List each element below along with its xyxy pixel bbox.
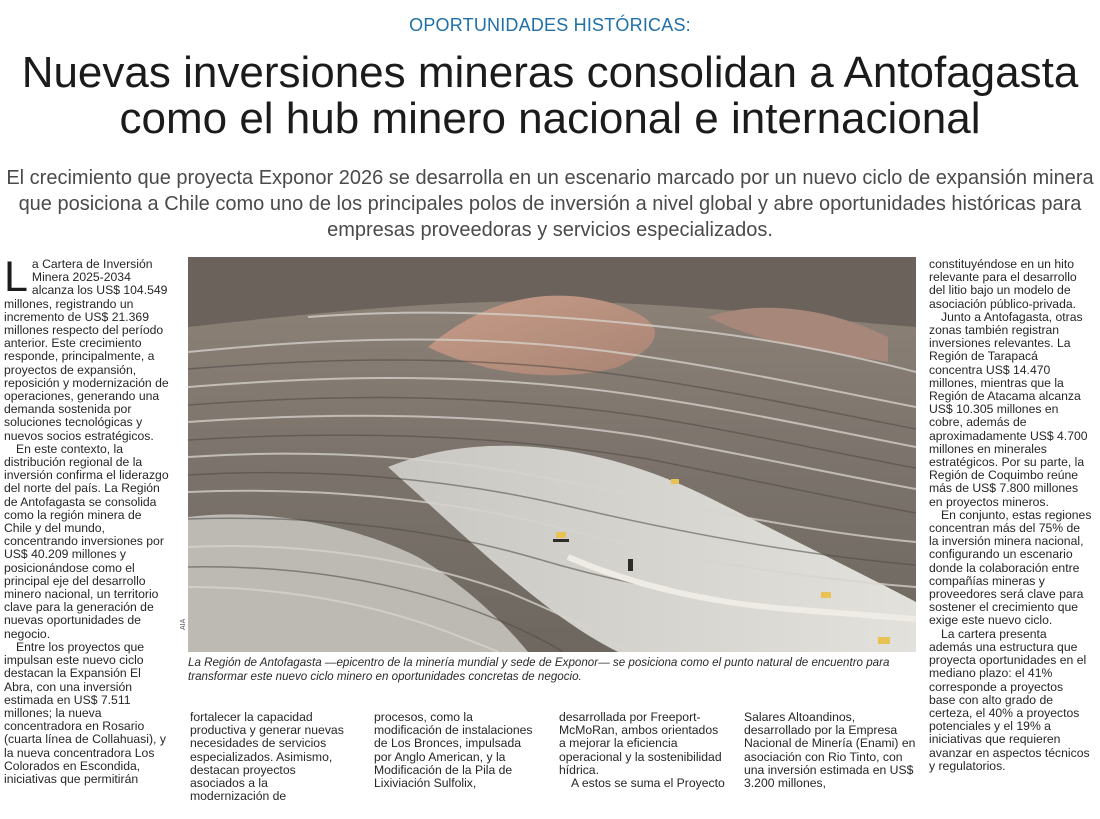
paragraph: desarrollada por Freeport-McMoRan, ambos orientados a mejorar la eficiencia operacional y la sostenibilidad hídrica. — [559, 710, 722, 777]
drop-cap: L — [4, 253, 28, 301]
article-deck — [0, 165, 1100, 243]
headline-line-2: como el hub minero nacional e internacional — [119, 94, 981, 143]
paragraph: constituyéndose en un hito relevante para el desarrollo del litio bajo un modelo de asociación público-privada. — [929, 257, 1077, 311]
open-pit-mine-image — [188, 257, 916, 652]
deck-line-3: empresas proveedoras y servicios especializados. — [327, 219, 773, 241]
deck-line-2: que posiciona a Chile como uno de los principales polos de inversión a nivel global y abre oportunidades históricas para — [18, 193, 1082, 215]
paragraph: En este contexto, la distribución regional de la inversión confirma el liderazgo del norte del país. La Región de Antofagasta se consolida como la región minera de Chile y del mundo, concentrando inversiones por US$ 40.209 millones y posicionándose como el principal eje del desarrollo minero nacional, un territorio clave para la generación de nuevas oportunidades de negocio. — [4, 441, 169, 641]
article-headline — [0, 50, 1100, 142]
caption-line-1: La Región de Antofagasta —epicentro de la minería mundial y sede de Exponor— se posiciona como el punto natural de encuentro para — [188, 656, 890, 669]
caption-line-2: transformar este nuevo ciclo minero en oportunidades concretas de negocio. — [188, 670, 582, 683]
article-kicker: OPORTUNIDADES HISTÓRICAS: — [409, 15, 691, 35]
paragraph: fortalecer la capacidad productiva y generar nuevas necesidades de servicios especializados. Asimismo, destacan proyectos asociados a la modernización de — [190, 710, 344, 804]
body-column-6 — [929, 258, 1092, 773]
photo-caption — [188, 656, 916, 684]
paragraph: En conjunto, estas regiones concentran más del 75% de la inversión minera nacional, configurando un escenario donde la colaboración entre compañías mineras y proveedores será clave para sostener el crecimiento que exige este nuevo ciclo. — [929, 507, 1092, 628]
headline-line-1: Nuevas inversiones mineras consolidan a Antofagasta — [21, 48, 1079, 97]
body-column-3 — [374, 711, 540, 790]
body-column-2 — [190, 711, 350, 803]
body-column-5 — [744, 711, 916, 790]
paragraph — [4, 253, 170, 443]
paragraph: Entre los proyectos que impulsan este nuevo ciclo destacan la Expansión El Abra, con una inversión estimada en US$ 7.511 millones; la nueva concentradora en Rosario (cuarta línea de Collahuasi), y la nueva concentradora Los Colorados en Escondida, iniciativas que permitirán — [4, 639, 166, 786]
paragraph: La cartera presenta además una estructura que proyecta oportunidades en el mediano plazo: el 41% corresponde a proyectos base con alto grado de certeza, el 40% a proyectos potenciales y el 19% a iniciativas que requieren avanzar en aspectos técnicos y regulatorios. — [929, 626, 1090, 773]
paragraph: A estos se suma el Proyecto — [571, 776, 725, 791]
paragraph: procesos, como la modificación de instalaciones de Los Bronces, impulsada por Anglo American, y la Modificación de la Pila de Lixiviación Sulfolix, — [374, 710, 533, 791]
paragraph-text: a Cartera de Inversión Minera 2025-2034 alcanza los US$ 104.549 millones, registrando un incremento de US$ 21.369 millones respecto del período anterior. Este crecimiento responde, principalmente, a proyectos de expansión, reposición y modernización de operaciones, generando una demanda sostenida por soluciones tecnológicas y nuevos socios estratégicos. — [4, 257, 169, 443]
paragraph: Salares Altoandinos, desarrollado por la Empresa Nacional de Minería (Enami) en asociación con Rio Tinto, con una inversión estimada en US$ 3.200 millones, — [744, 710, 916, 791]
body-column-4 — [559, 711, 725, 790]
deck-line-1: El crecimiento que proyecta Exponor 2026 se desarrolla en un escenario marcado por un nuevo ciclo de expansión minera — [6, 167, 1094, 189]
body-column-1 — [4, 253, 170, 786]
photo-credit: AIA — [180, 618, 187, 630]
paragraph: Junto a Antofagasta, otras zonas también registran inversiones relevantes. La Región de Tarapacá concentra US$ 14.470 millones, mientras que la Región de Atacama alcanza US$ 10.305 millones en cobre, además de aproximadamente US$ 4.700 millones en minerales estratégicos. Por su parte, la Región de Coquimbo reúne más de US$ 7.800 millones en proyectos mineros. — [929, 309, 1088, 509]
mine-photo — [188, 257, 916, 652]
